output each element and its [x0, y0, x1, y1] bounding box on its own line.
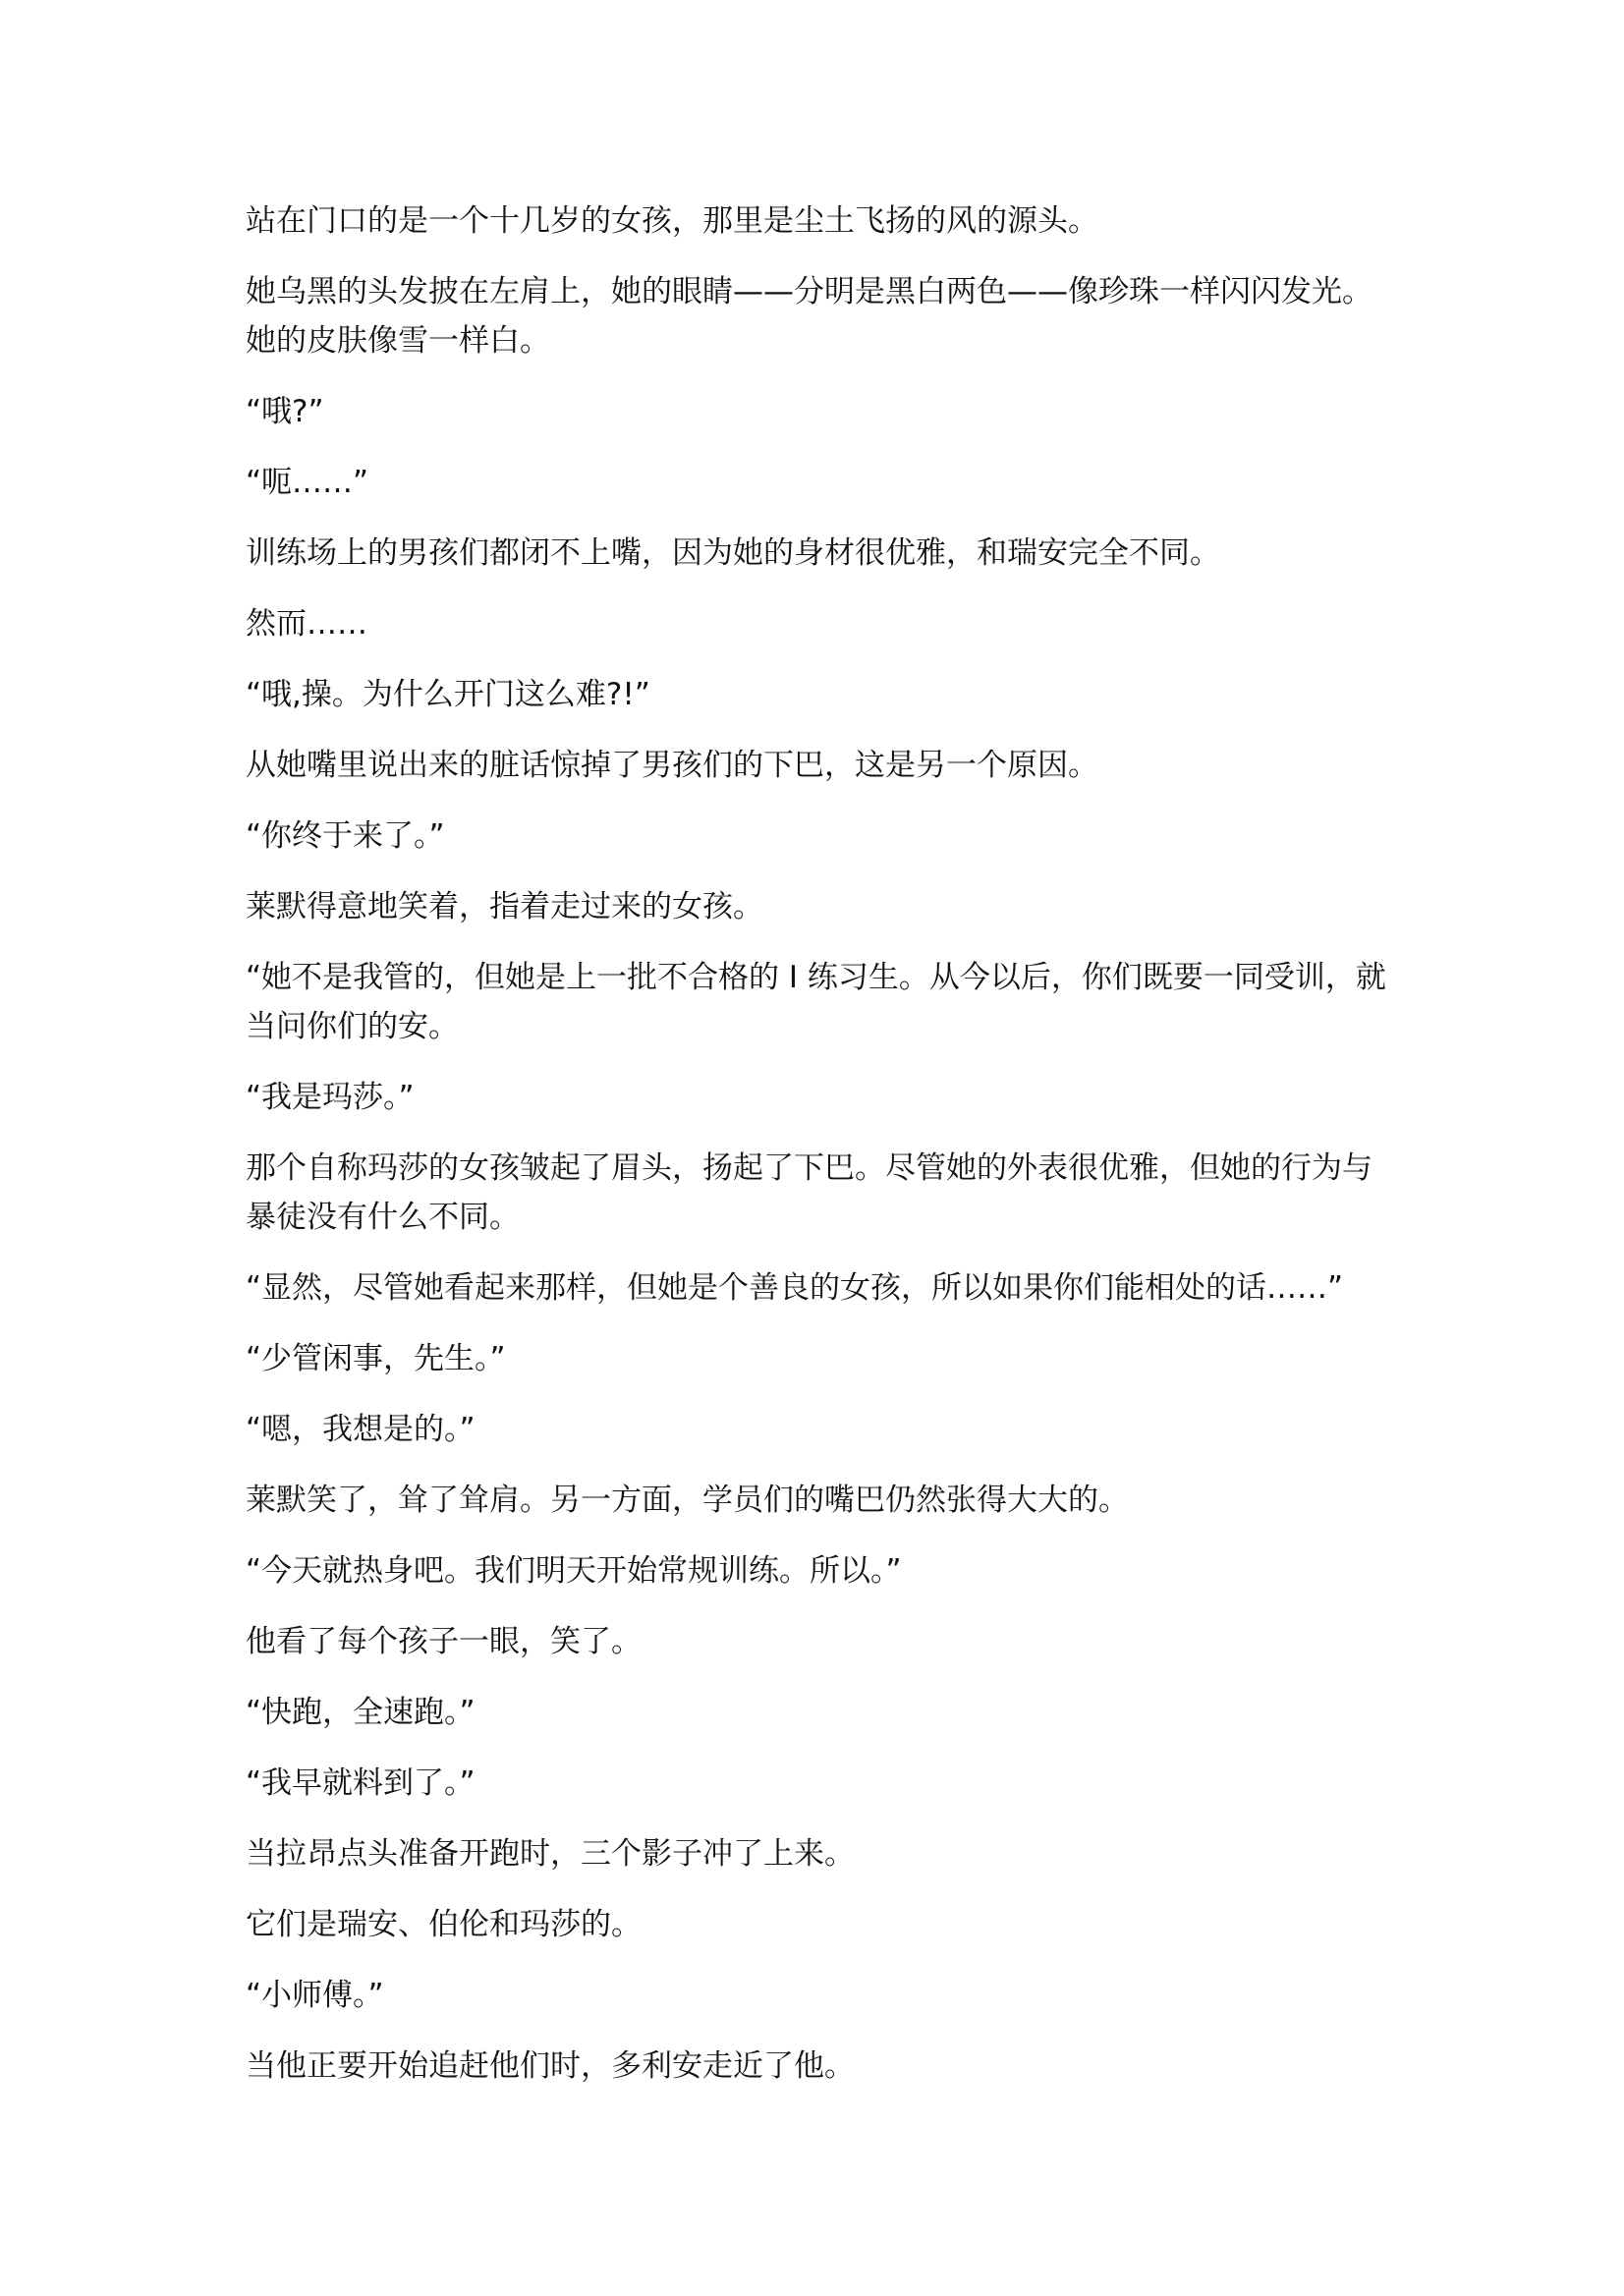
paragraph: 从她嘴里说出来的脏话惊掉了男孩们的下巴，这是另一个原因。 — [246, 748, 1098, 783]
paragraph: 那个自称玛莎的女孩皱起了眉头，扬起了下巴。尽管她的外表很优雅，但她的行为与暴徒没有什么不同。 — [246, 1150, 1372, 1235]
paragraph: 她乌黑的头发披在左肩上，她的眼睛——分明是黑白两色——像珍珠一样闪闪发光。她的皮肤像雪一样白。 — [246, 274, 1372, 359]
paragraph: “小师傅。” — [246, 1978, 384, 2013]
paragraph: “嗯，我想是的。” — [246, 1412, 476, 1447]
paragraph: “呃……” — [246, 465, 369, 500]
paragraph: 站在门口的是一个十几岁的女孩，那里是尘土飞扬的风的源头。 — [246, 203, 1098, 239]
body-text — [246, 196, 1395, 2112]
paragraph: “哦?” — [246, 394, 324, 429]
paragraph: 当拉昂点头准备开跑时，三个影子冲了上来。 — [246, 1836, 855, 1872]
paragraph: 他看了每个孩子一眼，笑了。 — [246, 1624, 642, 1659]
paragraph: “少管闲事，先生。” — [246, 1341, 506, 1376]
paragraph: 然而…… — [246, 606, 367, 642]
paragraph: “你终于来了。” — [246, 818, 445, 854]
paragraph: “我是玛莎。” — [246, 1080, 415, 1115]
paragraph: “我早就料到了。” — [246, 1765, 476, 1801]
paragraph: 训练场上的男孩们都闭不上嘴，因为她的身材很优雅，和瑞安完全不同。 — [246, 535, 1220, 571]
paragraph: 莱默得意地笑着，指着走过来的女孩。 — [246, 889, 763, 924]
paragraph: “快跑，全速跑。” — [246, 1695, 476, 1730]
paragraph: 当他正要开始追赶他们时，多利安走近了他。 — [246, 2048, 855, 2084]
paragraph: “她不是我管的，但她是上一批不合格的 I 练习生。从今以后，你们既要一同受训，就当问你们的安。 — [246, 960, 1386, 1044]
paragraph: 莱默笑了，耸了耸肩。另一方面，学员们的嘴巴仍然张得大大的。 — [246, 1483, 1129, 1518]
paragraph: “显然，尽管她看起来那样，但她是个善良的女孩，所以如果你们能相处的话……” — [246, 1270, 1344, 1306]
paragraph: “哦,操。为什么开门这么难?!” — [246, 677, 650, 712]
paragraph: 它们是瑞安、伯伦和玛莎的。 — [246, 1907, 642, 1942]
paragraph: “今天就热身吧。我们明天开始常规训练。所以。” — [246, 1553, 902, 1589]
